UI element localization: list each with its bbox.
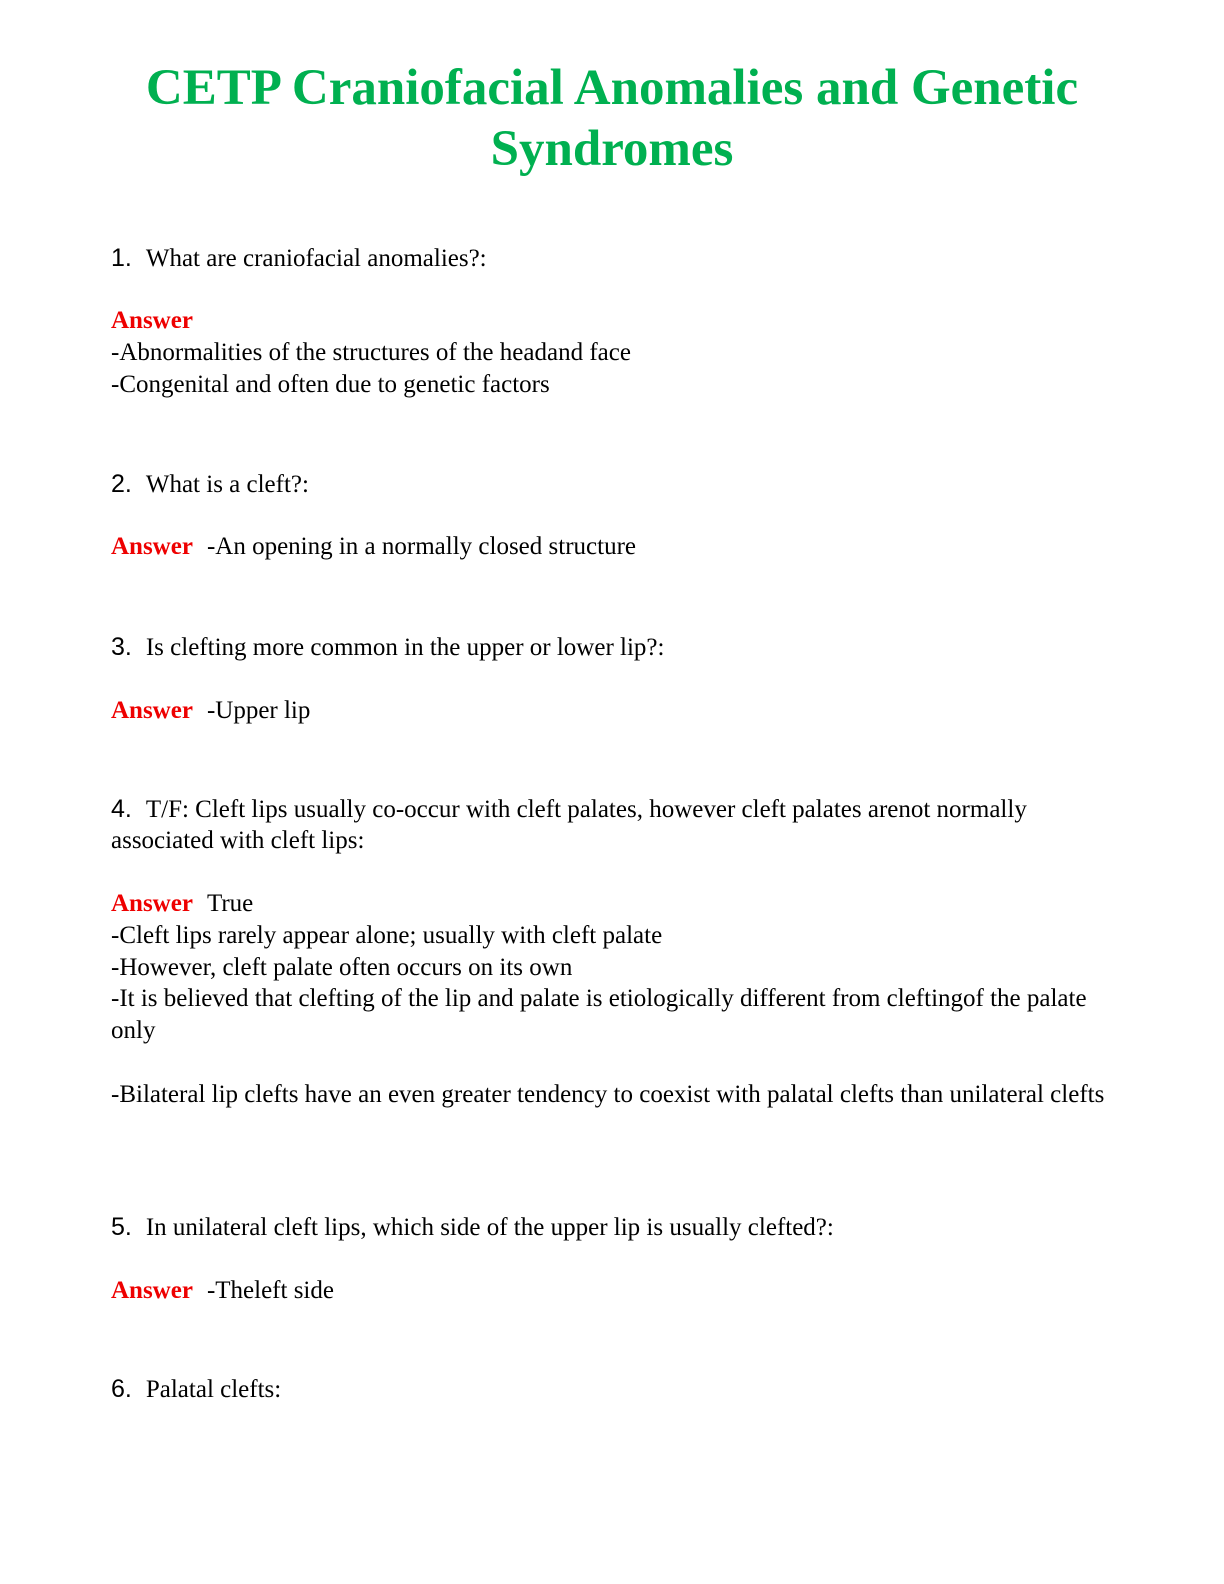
question-number: 3. [111, 633, 132, 661]
answer-line: -However, cleft palate often occurs on its own [111, 953, 573, 981]
question-1 [111, 243, 487, 274]
answer-label: Answer [111, 307, 193, 334]
answer-label: Answer [111, 890, 193, 917]
question-2 [111, 469, 309, 500]
title-line-2: Syndromes [490, 121, 734, 177]
answer-label: Answer [111, 697, 193, 724]
answer-label: Answer [111, 1277, 193, 1304]
question-4 [111, 794, 1121, 856]
question-6 [111, 1374, 281, 1405]
answer-inline-text: -Theleft side [206, 1277, 334, 1304]
question-number: 1. [111, 244, 132, 272]
question-text: Palatal clefts: [145, 1376, 282, 1403]
answer-4 [111, 888, 1126, 1111]
answer-line: -Abnormalities of the structures of the headand face [111, 338, 631, 366]
question-number: 5. [111, 1213, 132, 1241]
answer-label: Answer [111, 533, 193, 560]
question-text: What are craniofacial anomalies?: [145, 245, 487, 272]
answer-inline-text: -An opening in a normally closed structure [206, 533, 636, 560]
question-3 [111, 632, 664, 663]
question-number: 4. [111, 795, 132, 823]
question-text: What is a cleft?: [145, 471, 309, 498]
question-number: 6. [111, 1375, 132, 1403]
question-text: Is clefting more common in the upper or lower lip?: [145, 634, 665, 661]
answer-inline-text: True [206, 890, 254, 917]
question-number: 2. [111, 470, 132, 498]
answer-1 [111, 305, 1126, 400]
answer-line: -Bilateral lip clefts have an even greater tendency to coexist with palatal clefts than unilateral clefts [111, 1080, 1105, 1108]
answer-line: -Cleft lips rarely appear alone; usually with cleft palate [111, 921, 663, 949]
question-text: In unilateral cleft lips, which side of the upper lip is usually clefted?: [145, 1214, 834, 1241]
question-5 [111, 1212, 834, 1243]
answer-line: -It is believed that clefting of the lip and palate is etiologically different from cleftingof the palate only [111, 985, 1087, 1045]
answer-2 [111, 531, 1126, 563]
page-title [60, 58, 1164, 180]
answer-line: -Congenital and often due to genetic factors [111, 370, 550, 398]
question-text: T/F: Cleft lips usually co-occur with cleft palates, however cleft palates arenot normally associated with cleft lips: [111, 796, 1027, 854]
title-line-1: CETP Craniofacial Anomalies and Genetic [145, 60, 1079, 116]
answer-5 [111, 1275, 1126, 1307]
answer-inline-text: -Upper lip [206, 697, 311, 724]
answer-3 [111, 695, 1126, 727]
